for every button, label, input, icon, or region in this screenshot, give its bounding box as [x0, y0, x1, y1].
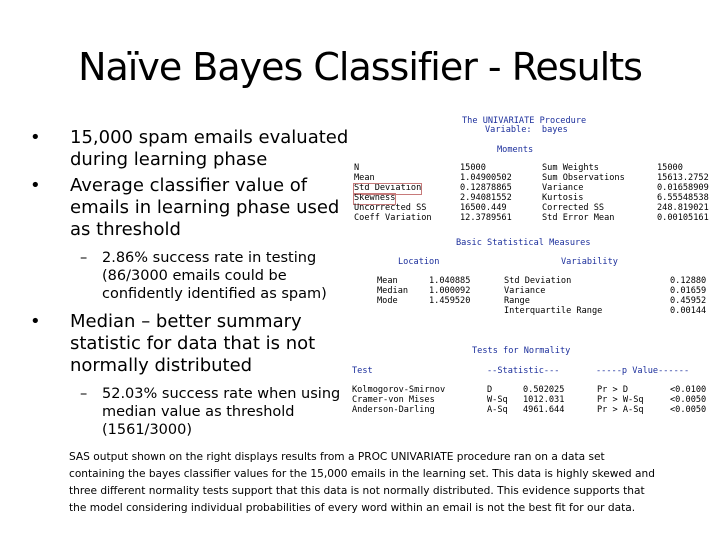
norm-test-name: Cramer-von Mises	[352, 395, 435, 405]
basic-value: 1.040885	[429, 276, 471, 286]
bullet-text: 15,000 spam emails evaluated during learning phase	[70, 127, 349, 170]
basic-value: 0.45952	[670, 296, 707, 306]
moments-label: Kurtosis	[542, 193, 584, 203]
norm-test-name: Kolmogorov-Smirnov	[352, 385, 446, 395]
sub-bullet-text: 2.86% success rate in testing (86/3000 emails could be confidently identified as spam)	[102, 250, 327, 302]
norm-header-pvalue: -----p Value------	[596, 366, 690, 376]
bullet-list	[30, 127, 360, 443]
basic-label: Mean	[377, 276, 398, 286]
norm-stat-name: A-Sq	[487, 405, 508, 415]
sas-output	[352, 117, 720, 422]
bullet-item	[30, 175, 360, 241]
bullet-dot: •	[30, 127, 41, 148]
moments-value: 0.12878865	[460, 183, 512, 193]
sub-bullet-item	[30, 385, 360, 439]
moments-label: N	[354, 163, 360, 173]
moments-value: 12.3789561	[460, 213, 512, 223]
basic-value: 0.12880	[670, 276, 707, 286]
bullet-text: Median – better summary statistic for data that is not normally distributed	[70, 311, 316, 376]
bullet-item	[30, 311, 360, 377]
moments-label: Skewness	[354, 193, 396, 203]
norm-header-statistic: --Statistic---	[487, 366, 560, 376]
moments-label: Std Deviation	[354, 183, 422, 193]
norm-test-name: Anderson-Darling	[352, 405, 435, 415]
moments-label: Mean	[354, 173, 375, 183]
moments-value: 15613.2752	[657, 173, 709, 183]
moments-label: Sum Weights	[542, 163, 599, 173]
slide-title: Naïve Bayes Classifier - Results	[78, 45, 642, 89]
moments-value: 16500.449	[460, 203, 507, 213]
moments-value: 6.55548538	[657, 193, 709, 203]
norm-stat-value: 1012.031	[523, 395, 565, 405]
sas-normality-title: Tests for Normality	[472, 346, 571, 356]
norm-p-value: <0.0100	[670, 385, 707, 395]
caption-text: SAS output shown on the right displays results from a PROC UNIVARIATE procedure ran on a data set containing the bayes classifier values for the 15,000 emails in the learning set. This data is highly skewed and three different normality tests support that this data is not normally distributed. This evidence supports that the model considering individual probabilities of every word within an email is not the best fit for our data.	[69, 451, 655, 514]
moments-label: Sum Observations	[542, 173, 625, 183]
moments-label: Variance	[542, 183, 584, 193]
basic-label: Range	[504, 296, 530, 306]
norm-p-value: <0.0050	[670, 395, 707, 405]
norm-p-label: Pr > W-Sq	[597, 395, 644, 405]
moments-value: 15000	[657, 163, 683, 173]
sas-variable-line: Variable: bayes	[485, 125, 568, 135]
sub-bullet-dash: –	[80, 386, 88, 402]
bullet-text: Average classifier value of emails in learning phase used as threshold	[70, 175, 340, 240]
norm-stat-name: W-Sq	[487, 395, 508, 405]
moments-value: 1.04900502	[460, 173, 512, 183]
norm-header-test: Test	[352, 366, 373, 376]
norm-p-value: <0.0050	[670, 405, 707, 415]
basic-label: Std Deviation	[504, 276, 572, 286]
bullet-item	[30, 127, 360, 171]
sub-bullet-item	[30, 249, 360, 303]
basic-label: Mode	[377, 296, 398, 306]
moments-value: 0.01658909	[657, 183, 709, 193]
basic-label: Median	[377, 286, 409, 296]
basic-label: Variance	[504, 286, 546, 296]
sas-location-header: Location	[398, 257, 440, 267]
norm-p-label: Pr > A-Sq	[597, 405, 644, 415]
sas-basic-title: Basic Statistical Measures	[456, 238, 591, 248]
norm-stat-value: 4961.644	[523, 405, 565, 415]
moments-label: Coeff Variation	[354, 213, 432, 223]
basic-value: 0.00144	[670, 306, 707, 316]
sub-bullet-text: 52.03% success rate when using median value as threshold (1561/3000)	[102, 386, 341, 438]
sub-bullet-dash: –	[80, 250, 88, 266]
norm-p-label: Pr > D	[597, 385, 629, 395]
moments-label: Uncorrected SS	[354, 203, 427, 213]
basic-label: Interquartile Range	[504, 306, 603, 316]
moments-value: 0.00105161	[657, 213, 709, 223]
bullet-dot: •	[30, 175, 41, 196]
moments-value: 15000	[460, 163, 486, 173]
moments-label: Std Error Mean	[542, 213, 615, 223]
moments-label: Corrected SS	[542, 203, 605, 213]
basic-value: 1.000092	[429, 286, 471, 296]
sas-variability-header: Variability	[561, 257, 618, 267]
bullet-dot: •	[30, 311, 41, 332]
moments-value: 2.94081552	[460, 193, 512, 203]
sas-proc-title: The UNIVARIATE Procedure	[462, 116, 587, 126]
moments-value: 248.819021	[657, 203, 709, 213]
norm-stat-value: 0.502025	[523, 385, 565, 395]
basic-value: 1.459520	[429, 296, 471, 306]
basic-value: 0.01659	[670, 286, 707, 296]
sas-moments-title: Moments	[497, 145, 534, 155]
norm-stat-name: D	[487, 385, 493, 395]
